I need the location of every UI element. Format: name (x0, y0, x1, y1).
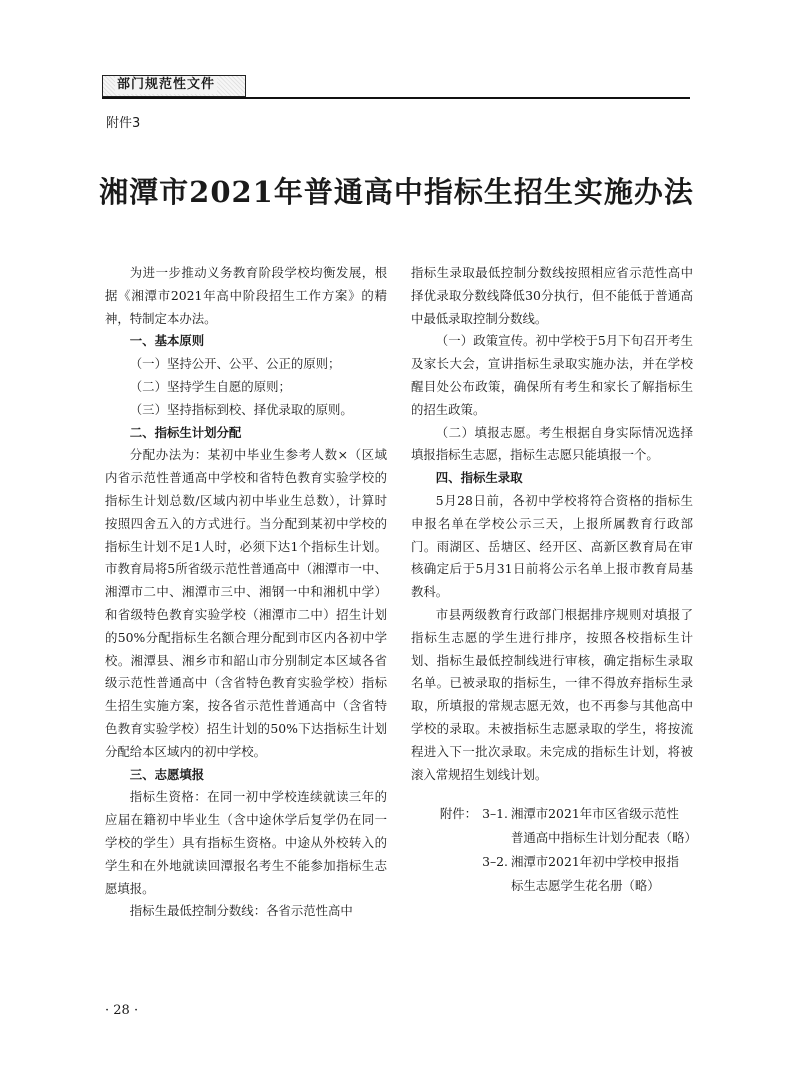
attachment-label: 附件3 (106, 116, 141, 131)
admission-paragraph-2: 市县两级教育行政部门根据排序规则对填报了指标生志愿的学生进行排序，按照各校指标生计划、指标生最低控制线进行审核，确定指标生录取名单。已被录取的指标生，一律不得放弃指标生录取，所填报的常规志愿无效，也不再参与其他高中学校的录取。未被指标生志愿录取的学生，将按流程进入下一批次录取。未完成的指标生计划，将被滚入常规招生划线计划。 (411, 606, 693, 782)
header-rule (102, 97, 690, 99)
fill-preference-paragraph: （二）填报志愿。考生根据自身实际情况选择填报指标生志愿，指标生志愿只能填报一个。 (411, 424, 693, 463)
section-1-heading: 一、基本原则 (129, 333, 205, 349)
policy-promotion-paragraph: （一）政策宣传。初中学校于5月下旬召开考生及家长大会，宣讲指标生录取实施办法，并在学校醒目处公布政策，确保所有考生和家长了解指标生的招生政策。 (411, 333, 693, 417)
appendix-list (411, 802, 697, 898)
page-number: · 28 · (105, 1003, 139, 1018)
appendix-item-title: 湘潭市2021年初中学校申报指 (511, 854, 679, 870)
appendix-item-number: 3–1. (482, 806, 508, 822)
min-score-paragraph-continued: 指标生录取最低控制分数线按照相应省示范性高中择优录取分数线降低30分执行，但不能低于普通高中最低录取控制分数线。 (411, 265, 693, 326)
intro-paragraph: 为进一步推动义务教育阶段学校均衡发展，根据《湘潭市2021年高中阶段招生工作方案》的精神，特制定本办法。 (105, 265, 387, 326)
document-title: 湘潭市2021年普通高中指标生招生实施办法 (99, 175, 694, 209)
principle-item: （二）坚持学生自愿的原则； (129, 378, 291, 394)
left-column (105, 262, 387, 923)
allocation-paragraph: 分配办法为：某初中毕业生参考人数×（区域内省示范性普通高中学校和省特色教育实验学校的指标生计划总数/区域内初中毕业生总数），计算时按照四舍五入的方式进行。当分配到某初中学校的指标生计划不足1人时，必须下达1个指标生计划。市教育局将5所省级示范性普通高中（湘潭市一中、湘潭市二中、湘潭市三中、湘钢一中和湘机中学）和省级特色教育实验学校（湘潭市二中）招生计划的50%分配指标生名额合理分配到市区内各初中学校。湘潭县、湘乡市和韶山市分别制定本区域各省级示范性普通高中（含省特色教育实验学校）指标生招生实施方案，按各省示范性普通高中（含省特色教育实验学校）招生计划的50%下达指标生计划分配给本区域内的初中学校。 (105, 447, 387, 759)
right-column (411, 262, 697, 898)
appendix-item-title-line2: 普通高中指标生计划分配表（略） (511, 830, 697, 846)
appendix-label: 附件： (439, 806, 477, 822)
appendix-item-title-line2: 标生志愿学生花名册（略） (511, 878, 660, 894)
section-2-heading: 二、指标生计划分配 (129, 424, 242, 440)
min-score-paragraph-start: 指标生最低控制分数线：各省示范性高中 (129, 903, 353, 919)
principle-item: （一）坚持公开、公平、公正的原则； (129, 356, 341, 372)
header-category-label: 部门规范性文件 (117, 77, 216, 92)
appendix-item-number: 3–2. (482, 854, 508, 870)
eligibility-paragraph: 指标生资格：在同一初中学校连续就读三年的应届在籍初中毕业生（含中途休学后复学仍在同一学校的学生）具有指标生资格。中途从外校转入的学生和在外地就读回潭报名考生不能参加指标生志愿填报。 (105, 789, 387, 896)
appendix-item-title: 湘潭市2021年市区省级示范性 (511, 806, 679, 822)
section-4-heading: 四、指标生录取 (435, 470, 523, 486)
section-3-heading: 三、志愿填报 (129, 766, 205, 782)
admission-paragraph-1: 5月28日前，各初中学校将符合资格的指标生申报名单在学校公示三天，上报所属教育行政部门。雨湖区、岳塘区、经开区、高新区教育局在审核确定后于5月31日前将公示名单上报市教育局基教科。 (411, 492, 693, 600)
principle-item: （三）坚持指标到校、择优录取的原则。 (129, 401, 353, 417)
